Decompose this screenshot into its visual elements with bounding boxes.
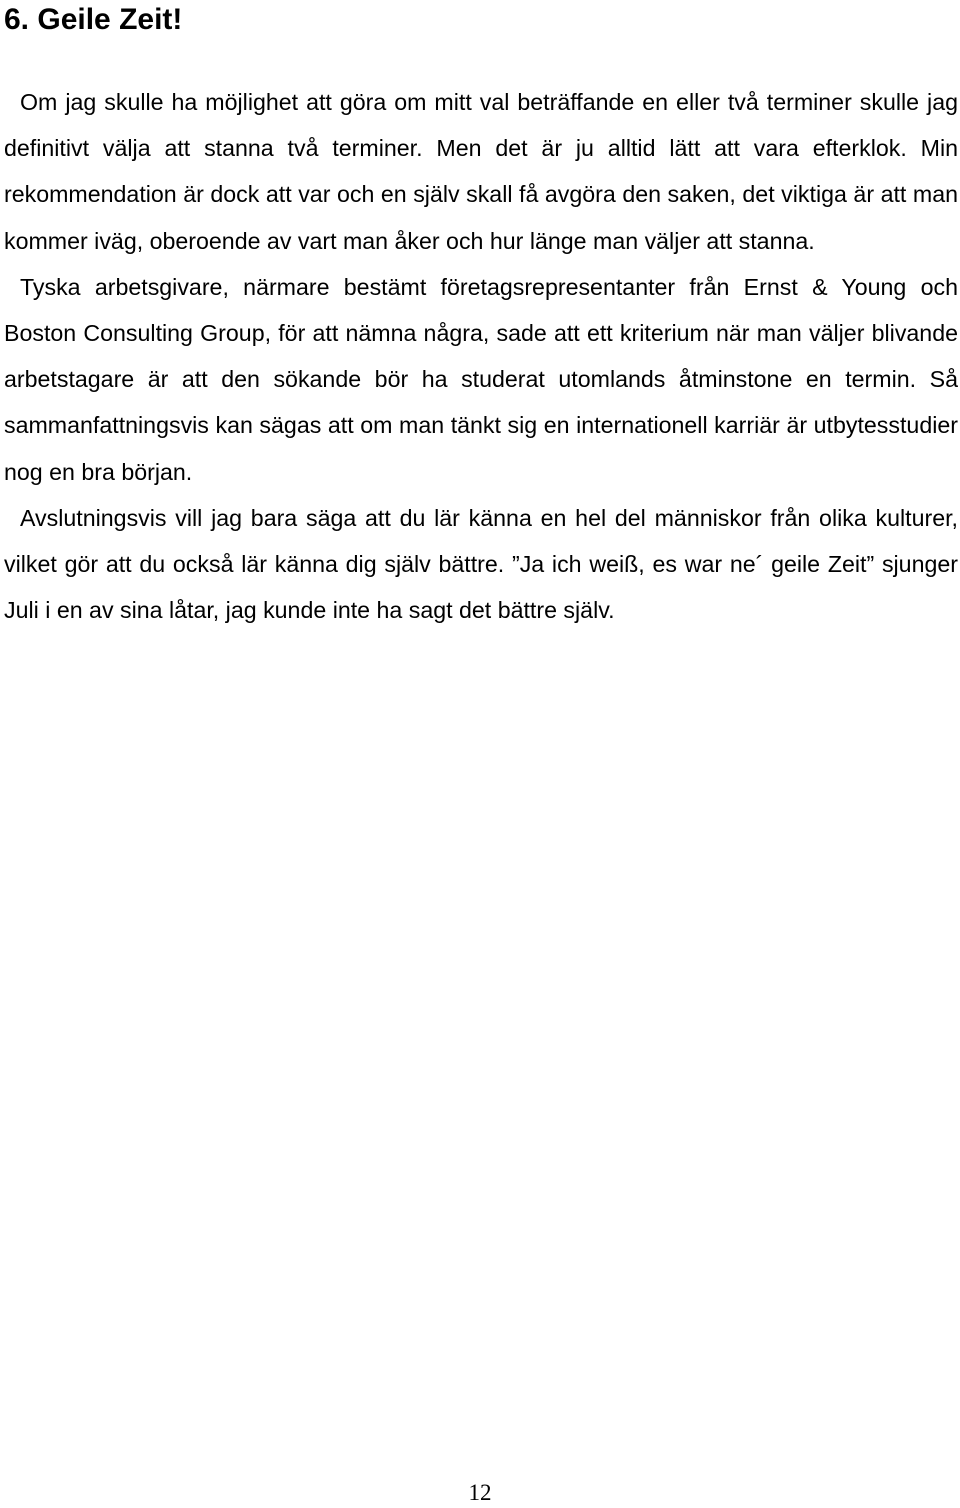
section-heading: 6. Geile Zeit!	[4, 3, 183, 36]
paragraph-conclusion: Avslutningsvis vill jag bara säga att du lär känna en hel del människor från olika kulturer, vilket gör att du också lär känna dig själv bättre. ”Ja ich weiß, es war ne´ geile Zeit” sjunger Juli i en av sina låtar, jag kunde inte ha sagt det bättre själv.	[4, 504, 958, 624]
page-number: 12	[468, 1480, 492, 1505]
paragraph-employers: Tyska arbetsgivare, närmare bestämt företagsrepresentanter från Ernst & Young och Boston Consulting Group, för att nämna några, sade att ett kriterium när man väljer blivande arbetstagare är att den sökande bör ha studerat utomlands åtminstone en termin. Så sammanfattningsvis kan sägas att om man tänkt sig en internationell karriär är utbytesstudier nog en bra början.	[4, 273, 958, 485]
body-text	[4, 79, 958, 633]
paragraph-reflection: Om jag skulle ha möjlighet att göra om mitt val beträffande en eller två terminer skulle jag definitivt välja att stanna två terminer. Men det är ju alltid lätt att vara efterklok. Min rekommendation är dock att var och en själv skall få avgöra den saken, det viktiga är att man kommer iväg, oberoende av vart man åker och hur länge man väljer att stanna.	[4, 89, 958, 254]
